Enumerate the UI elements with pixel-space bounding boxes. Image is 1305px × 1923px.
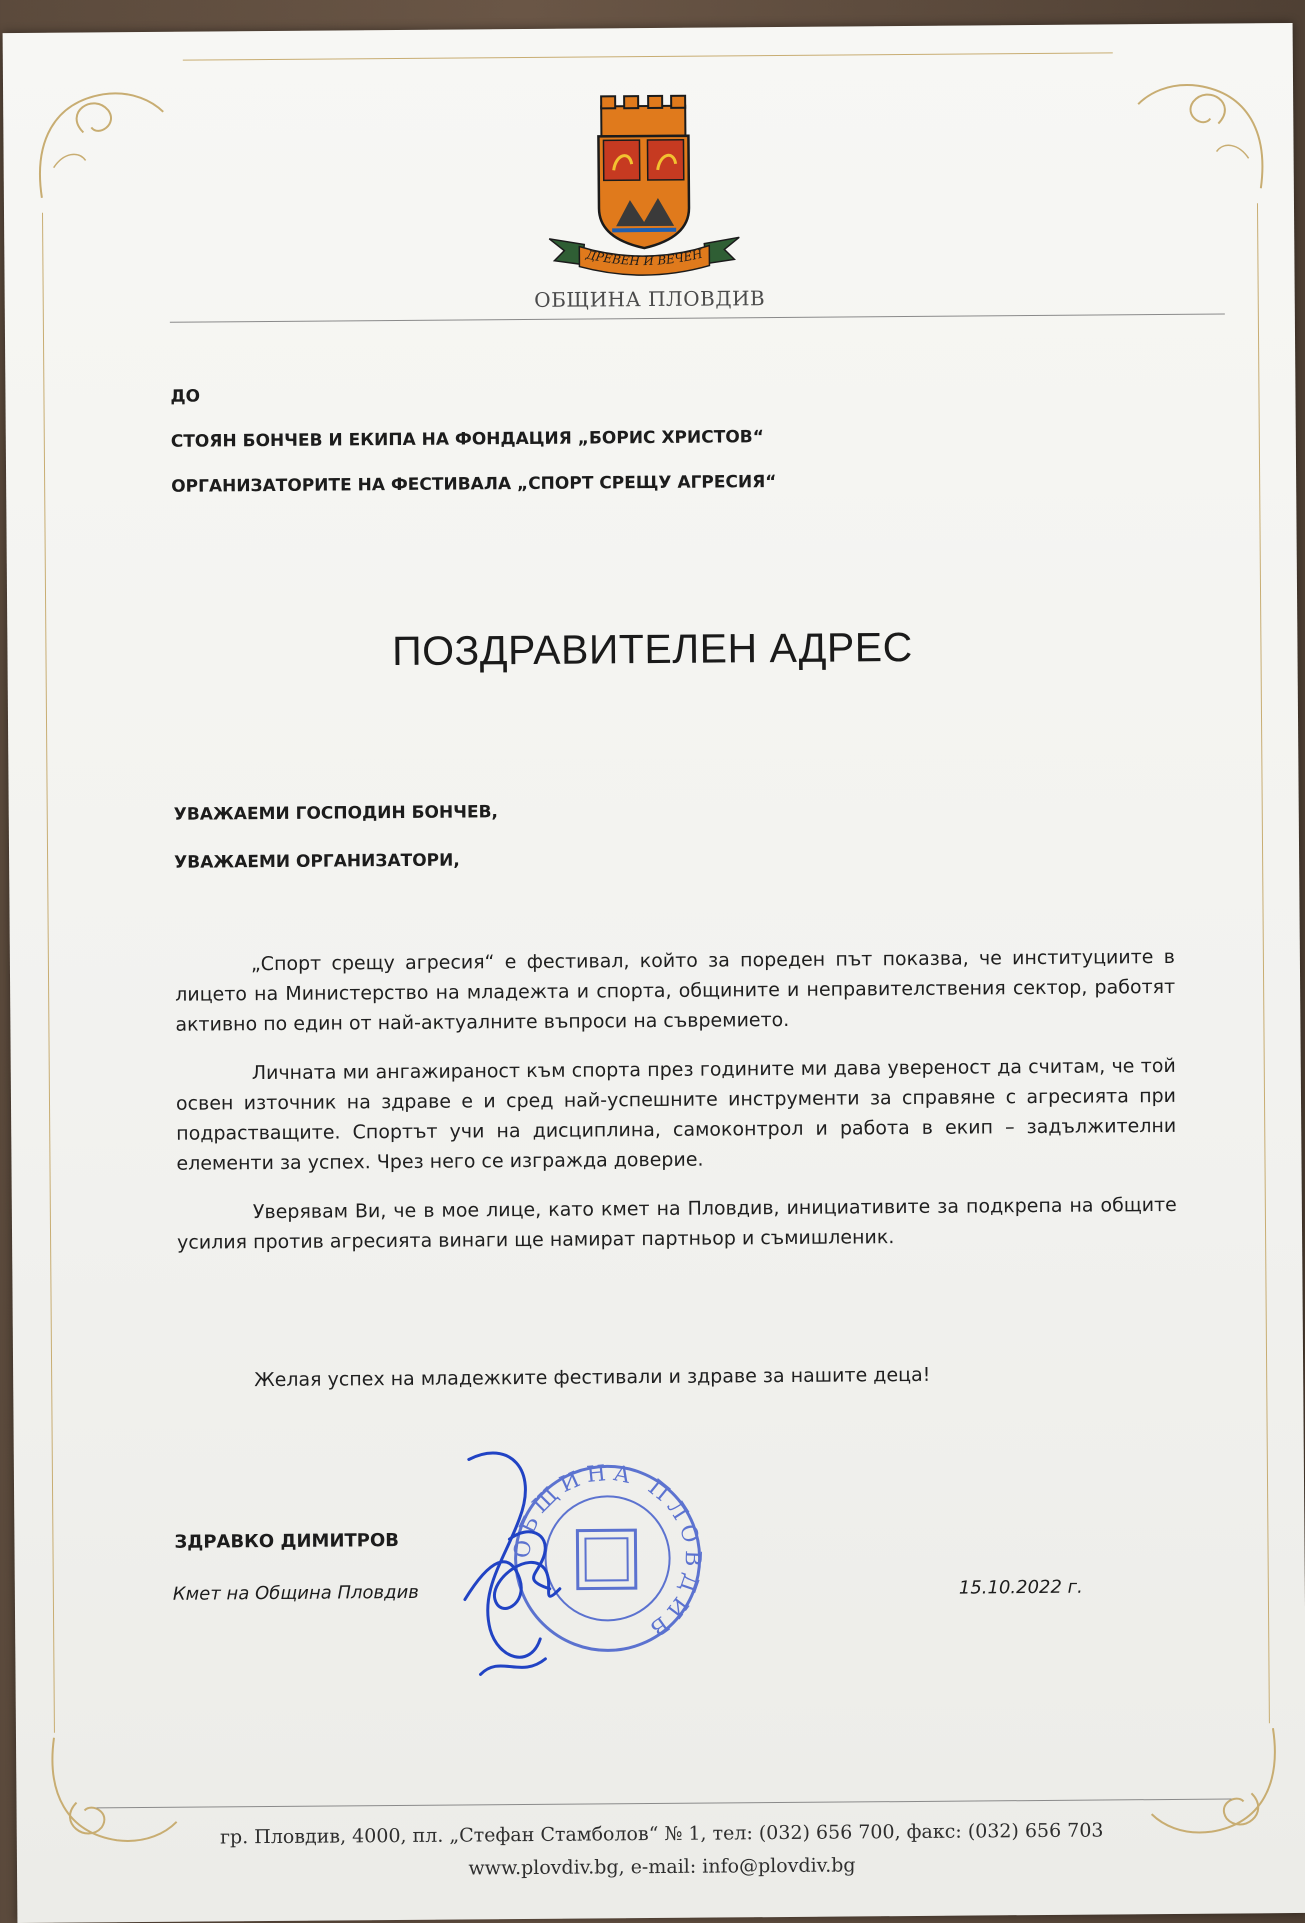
corner-ornament-top-left [23,72,174,203]
document-title: ПОЗДРАВИТЕЛЕН АДРЕС [391,623,913,675]
salutation-line-2: УВАЖАЕМИ ОРГАНИЗАТОРИ, [174,850,460,873]
salutation-line-1: УВАЖАЕМИ ГОСПОДИН БОНЧЕВ, [173,802,499,825]
plovdiv-coat-of-arms-logo [523,87,764,279]
municipality-name: ОБЩИНА ПЛОВДИВ [534,286,766,312]
recipient-line-2: ОРГАНИЗАТОРИТЕ НА ФЕСТИВАЛА „СПОРТ СРЕЩУ АГРЕСИЯ“ [171,472,777,497]
closing-wish: Желая успех на младежките фестивали и здраве за нашите деца! [254,1363,931,1392]
salutation-block [174,802,499,901]
body-paragraph-3: Уверявам Ви, че в мое лице, като кмет на Пловдив, инициативите за подкрепа на общите усилия против агресията винаги ще намират партньор и съмишленик. [177,1193,1177,1254]
frame-line-top [183,52,1113,60]
stamp-text: ОБЩИНА ПЛОВДИВ [509,1460,705,1644]
footer-address: гр. Пловдив, 4000, пл. „Стефан Стамболов“ № 1, тел: (032) 656 700, факс: (032) 656 703 [219,1819,1104,1849]
recipient-line-1: СТОЯН БОНЧЕВ И ЕКИПА НА ФОНДАЦИЯ „БОРИС ХРИСТОВ“ [170,427,764,452]
body-paragraph-2: Личната ми ангажираност към спорта през годините ми дава увереност да считам, че той освен източник на здраве е и сред най-успешните инструменти за справяне с агресията при подрастващите. Спортът учи на дисциплина, самоконтрол и работа в екип – задължителни елементи за успех. Чрез него се изгражда доверие. [175,1054,1177,1175]
signer-position: Кмет на Община Пловдив [172,1581,419,1605]
official-stamp [509,1460,706,1651]
letter-body [175,942,1178,1277]
coat-of-arms-motto: ДРЕВЕН И ВЕЧЕН [584,246,704,269]
frame-line-right [1257,203,1270,1723]
body-paragraph-1: „Спорт срещу агресия“ е фестивал, който за пореден път показва, че институциите в лицето на Министерство на младежта и спорта, общините и неправителствения сектор, работят активно по един от най-актуалните въпроси на съвремието. [175,945,1176,1036]
header-divider [170,314,1225,323]
stamp-and-signature [449,1437,751,1699]
signer-name: ЗДРАВКО ДИМИТРОВ [174,1530,400,1553]
recipient-to: ДО [170,386,201,407]
letter-paper [3,23,1305,1923]
letter-date: 15.10.2022 г. [958,1576,1083,1599]
footer-divider [97,1798,1232,1808]
footer-contact: www.plovdiv.bg, e-mail: info@plovdiv.bg [468,1854,856,1880]
frame-line-left [42,213,55,1733]
recipients-block [170,382,776,522]
corner-ornament-top-right [1128,63,1279,194]
